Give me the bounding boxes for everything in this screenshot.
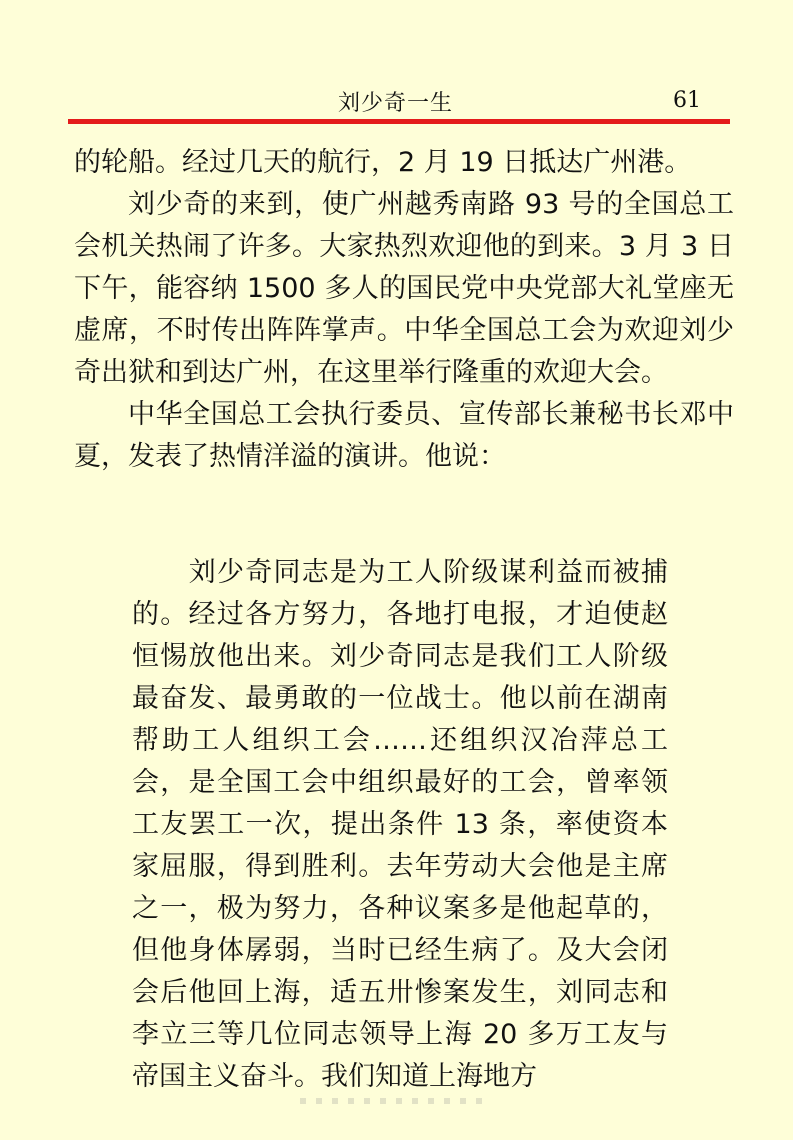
quote-paragraph: 刘少奇同志是为工人阶级谋利益而被捕的。经过各方努力，各地打电报，才迫使赵恒惕放他出来。刘少奇同志是我们工人阶级最奋发、最勇敢的一位战士。他以前在湖南帮助工人组织工会……还组织汉冶萍总工会，是全国工会中组织最好的工会，曾率领工友罢工一次，提出条件 13 条，率使资本家屈服，得到胜利。去年劳动大会他是主席之一，极为努力，各种议案多是他起草的，但他身体孱弱，当时已经生病了。及大会闭会后他回上海，适五卅惨案发生，刘同志和李立三等几位同志领导上海 20 多万工友与帝国主义奋斗。我们知道上海地方 — [132, 557, 668, 1092]
running-title: 刘少奇一生 — [338, 91, 454, 116]
page-number: 61 — [673, 88, 701, 113]
block-quote — [132, 552, 668, 1098]
body-text — [74, 142, 734, 478]
header-rule — [68, 119, 730, 124]
paragraph-speech-intro: 中华全国总工会执行委员、宣传部长兼秘书长邓中夏，发表了热情洋溢的演讲。他说： — [74, 399, 734, 472]
page-header — [0, 0, 793, 130]
paragraph-continuation: 的轮船。经过几天的航行，2 月 19 日抵达广州港。 — [74, 147, 692, 178]
paragraph-arrival: 刘少奇的来到，使广州越秀南路 93 号的全国总工会机关热闹了许多。大家热烈欢迎他的到来。3 月 3 日下午，能容纳 1500 多人的国民党中央党部大礼堂座无虚席，不时传出阵阵掌声。中华全国总工会为欢迎刘少奇出狱和到达广州，在这里举行隆重的欢迎大会。 — [74, 189, 734, 388]
footer-smudge — [300, 1098, 490, 1104]
